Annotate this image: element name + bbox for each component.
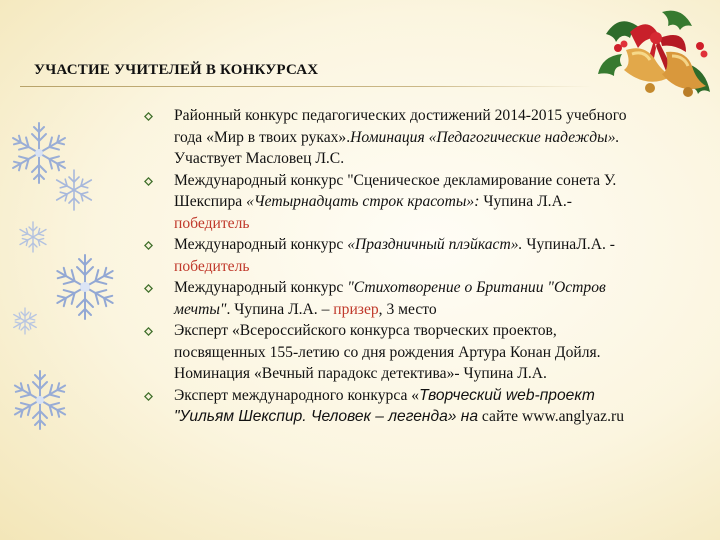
item-text: ЧупинаЛ.А. - [522,236,615,253]
item-text: Международный конкурс [174,236,348,253]
diamond-bullet-icon [144,284,153,293]
diamond-bullet-icon [144,327,153,336]
award-status: победитель [174,257,250,275]
snowflake-icon [50,252,120,322]
title-divider [20,86,592,87]
item-text: Международный конкурс [174,279,348,296]
list-item [174,385,644,428]
list-item [174,277,644,320]
item-text: , 3 место [378,300,437,318]
item-text: Районный конкурс педагогических достижений 2014-2015 учебного года «Мир в твоих руках». [174,107,627,146]
diamond-bullet-icon [144,177,153,186]
award-status: призер [333,300,379,318]
item-emphasis: "Стихотворение о Британии "Остров мечты" [174,279,606,318]
snowflake-icon [10,306,40,336]
bullet-list [174,105,644,428]
list-item [174,105,644,170]
item-emphasis: Творческий web-проект "Уильям Шекспир. Человек – легенда» на [174,386,595,425]
diamond-bullet-icon [144,392,153,401]
award-status: победитель [174,214,250,232]
item-text: . Чупина Л.А. – [226,300,334,318]
diamond-bullet-icon [144,112,153,121]
item-text: Чупина Л.А.- [483,193,572,210]
item-emphasis: Номинация «Педагогические надежды». [350,128,620,146]
snowflake-icon [16,220,50,254]
diamond-bullet-icon [144,241,153,250]
list-item [174,234,644,277]
christmas-bells-icon [592,4,718,116]
snowflake-icon [8,368,72,432]
item-text: сайте www.anglyaz.ru [478,408,624,425]
item-emphasis: «Праздничный плэйкаст». [347,236,523,253]
item-emphasis: «Четырнадцать строк красоты»: [246,193,484,210]
item-text: Участвует Масловец Л.С. [174,150,345,167]
slide-title: УЧАСТИЕ УЧИТЕЛЕЙ В КОНКУРСАХ [34,62,319,78]
list-item [174,170,644,235]
list-item [174,320,644,385]
snowflake-icon [52,168,96,212]
item-text: Эксперт международного конкурса « [174,386,420,404]
item-text: Эксперт «Всероссийского конкурса творческих проектов, посвященных 155-летию со дня рождения Артура Конан Дойля. Номинация «Вечный парадокс детектива»- Чупина Л.А. [174,322,601,382]
item-text: Международный конкурс "Сценическое декламирование сонета У. Шекспира [174,171,617,210]
